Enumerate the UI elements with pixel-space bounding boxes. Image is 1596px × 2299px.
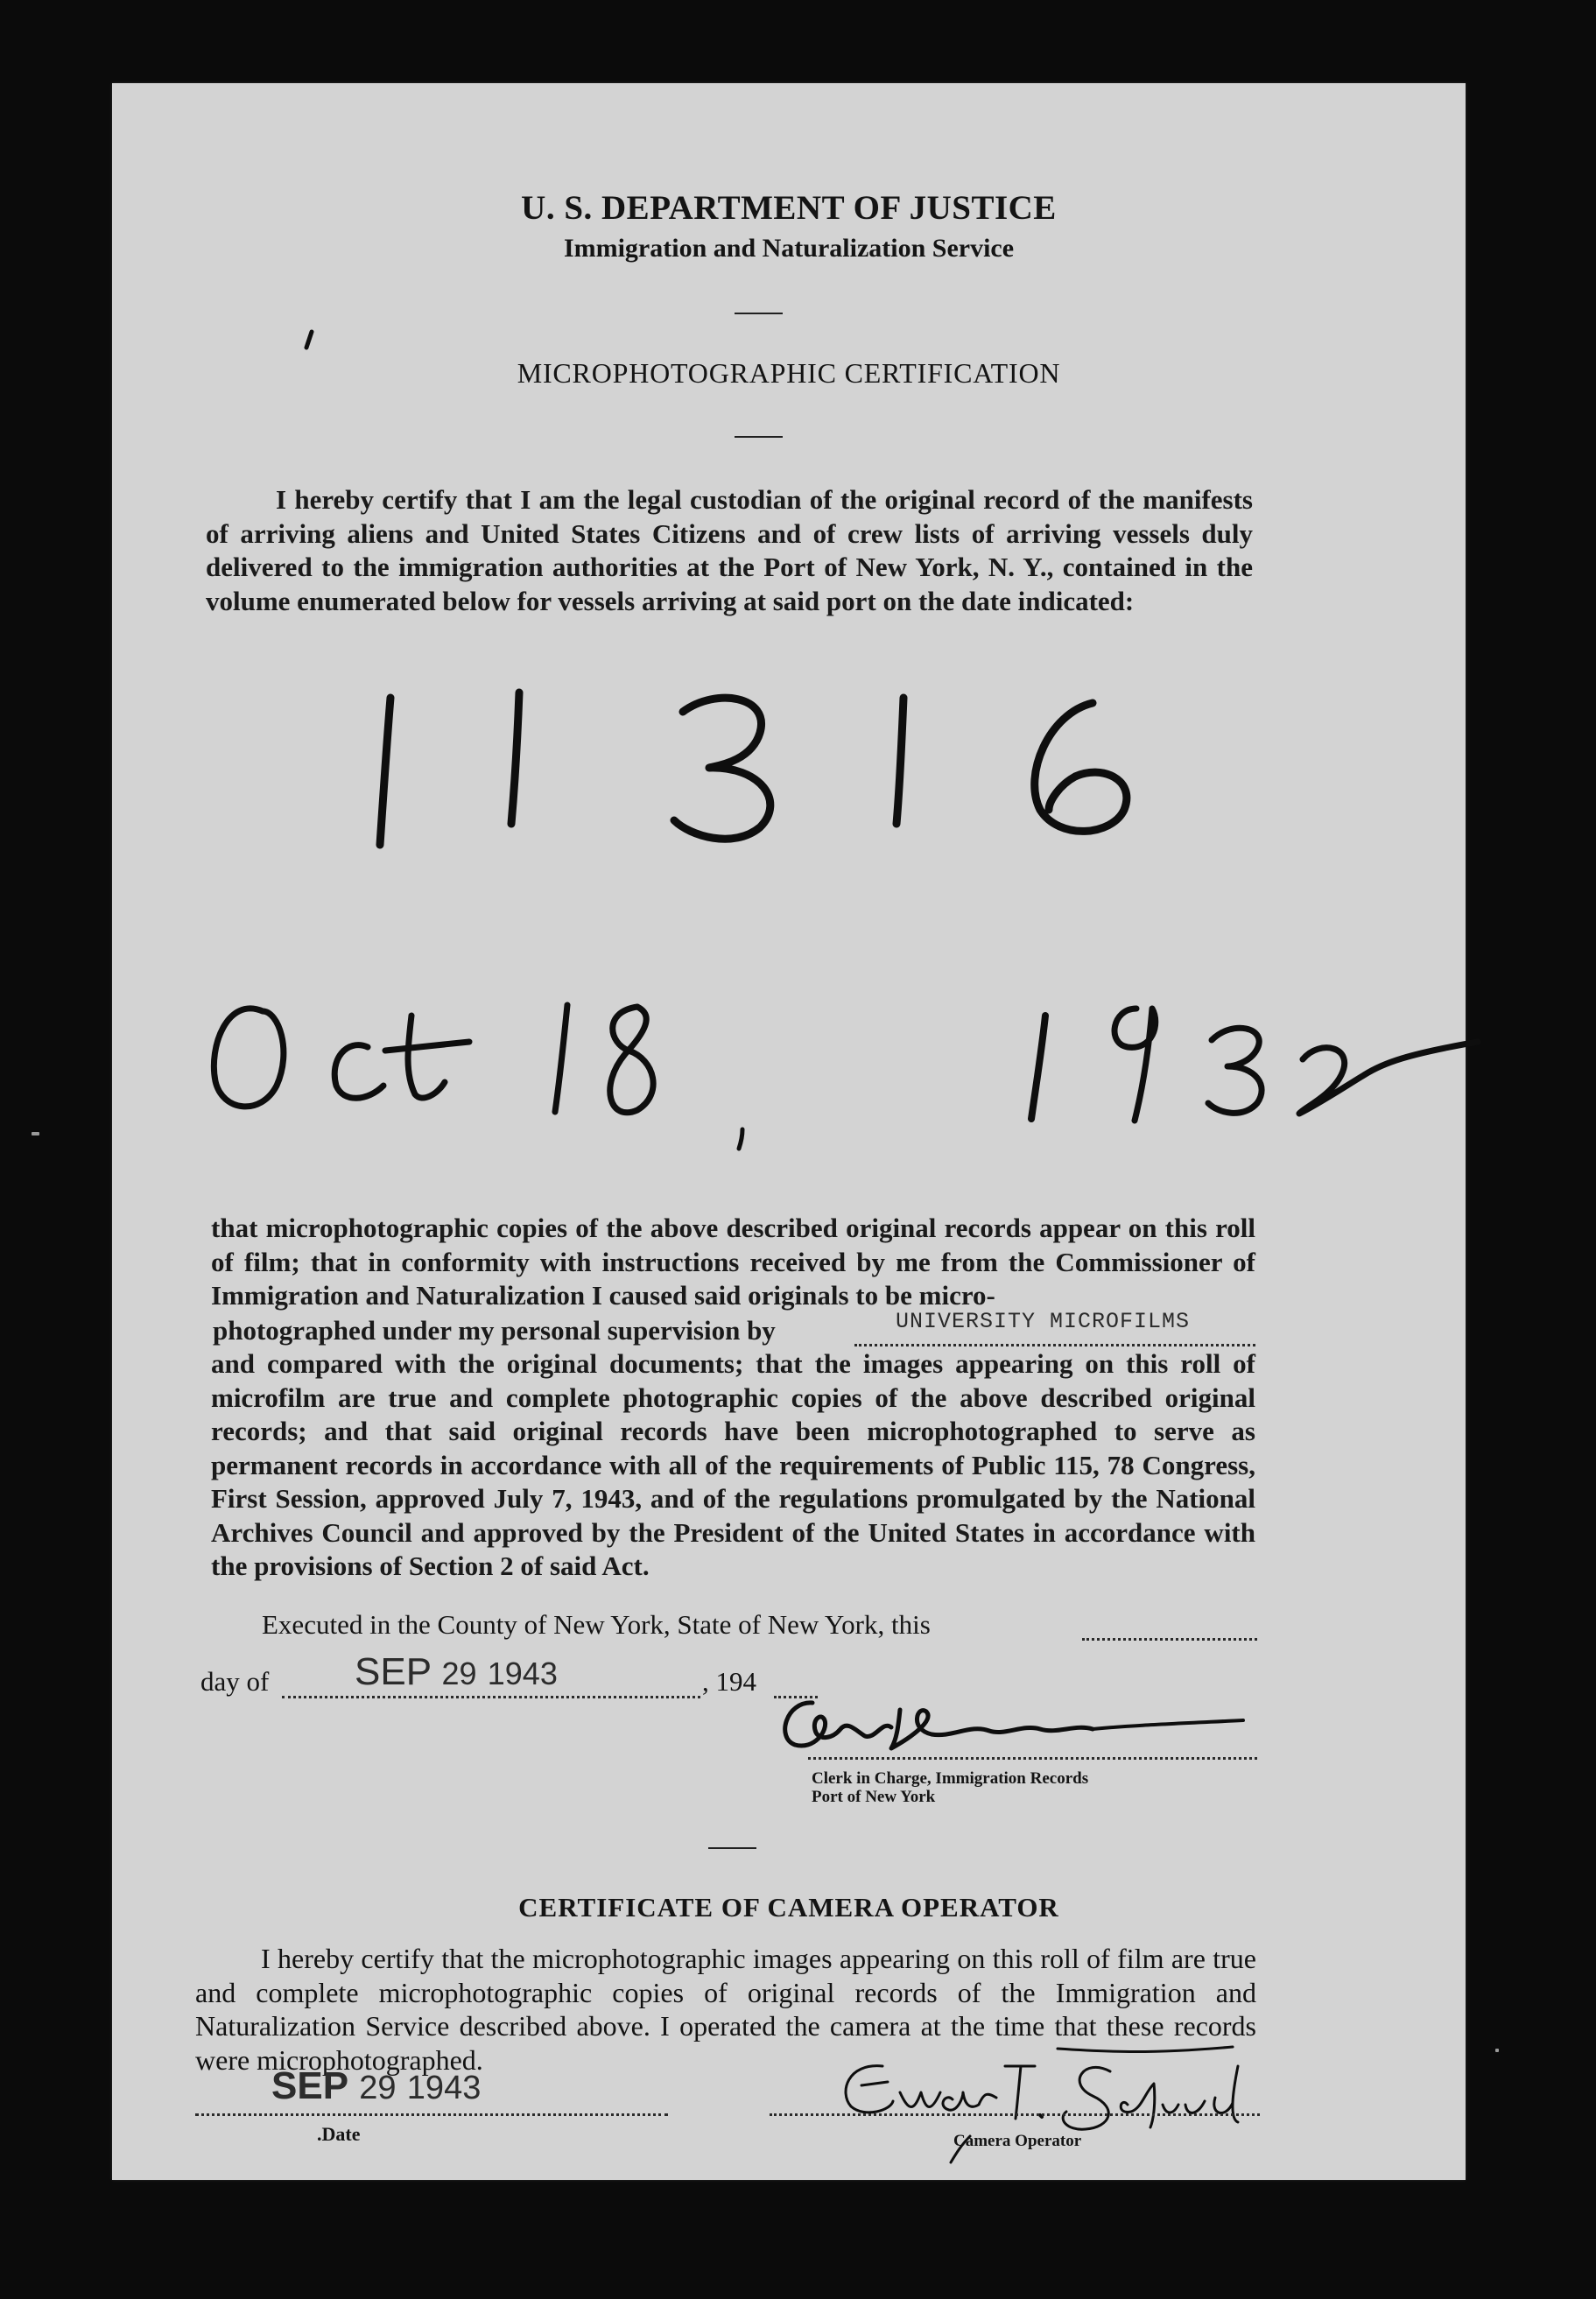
agency-heading: U. S. DEPARTMENT OF JUSTICE [521,189,1057,227]
header-divider [735,313,783,314]
camera-date-dotted-line [195,2113,668,2116]
camera-date-stamp [271,2064,481,2108]
stamp-month: SEP [355,1650,432,1693]
clerk-title-line2: Port of New York [812,1788,936,1806]
certificate-page [112,83,1466,2180]
intro-paragraph: I hereby certify that I am the legal custodian of the original record of the manifests of arriving aliens and United States Citizens and of crew lists of arriving vessels duly delivered to the immigration authorities at the Port of New York, N. Y., contained in the volume enumerated below for vessels arriving at said port on the date indicated: [206,484,1253,616]
executed-line: Executed in the County of New York, State of New York, this [262,1609,931,1640]
title-divider [735,436,783,438]
day-dotted-line [282,1696,700,1698]
camera-stamp-day: 29 [359,2070,397,2106]
section-divider [708,1847,756,1849]
executed-dotted-line [1082,1638,1257,1641]
camera-certificate-title: CERTIFICATE OF CAMERA OPERATOR [518,1892,1059,1923]
execution-date-stamp [355,1650,558,1694]
clerk-signature-line [808,1757,1257,1760]
film-speck [1495,2049,1499,2052]
supervision-label: photographed under my personal supervision by [213,1315,776,1346]
body-paragraph-lead: that microphotographic copies of the above described original records appear on this roll of film; that in conformity with instructions received by me from the Commissioner of Immigration and Naturalization I caused said originals to be micro- [211,1213,1255,1311]
pen-mark [303,327,320,353]
handwritten-volume-number [348,678,1382,862]
service-subheading: Immigration and Naturalization Service [563,234,1015,263]
stamp-year: 1943 [487,1656,558,1691]
camera-stamp-year: 1943 [406,2070,482,2106]
camera-operator-label: Camera Operator [953,2132,1082,2150]
camera-date-label: .Date [317,2123,361,2145]
stamp-day: 29 [441,1656,477,1691]
camera-certificate-paragraph: I hereby certify that the microphotographic images appearing on this roll of film are true and complete microphotographic copies of original records of the Immigration and Naturalization Service described above. I operated the camera at the time that these records were microphotographed. [195,1943,1256,2076]
certification-title: MICROPHOTOGRAPHIC CERTIFICATION [517,357,1061,389]
film-speck [32,1132,39,1135]
camera-operator-signature-line [770,2113,1260,2116]
clerk-signature [760,1685,1250,1764]
supervisor-dotted-line [854,1344,1255,1346]
clerk-title-line1: Clerk in Charge, Immigration Records [812,1769,1089,1788]
day-of-label: day of [200,1666,270,1697]
body-paragraph-rest: and compared with the original documents; that the images appearing on this roll of microfilm are true and complete photographic copies of the above described original records; and that said original records have been microphotographed to serve as permanent records in accordance with all of the requirements of Public 115, 78 Congress, First Session, approved July 7, 1943, and of the regulations promulgated by the National Archives Council and approved by the President of the United States in accordance with the provisions of Section 2 of said Act. [211,1348,1255,1581]
camera-stamp-month: SEP [271,2064,349,2107]
year-label: , 194 [702,1666,756,1697]
handwritten-arrival-date [165,963,1373,1173]
supervisor-name: UNIVERSITY MICROFILMS [896,1309,1191,1334]
